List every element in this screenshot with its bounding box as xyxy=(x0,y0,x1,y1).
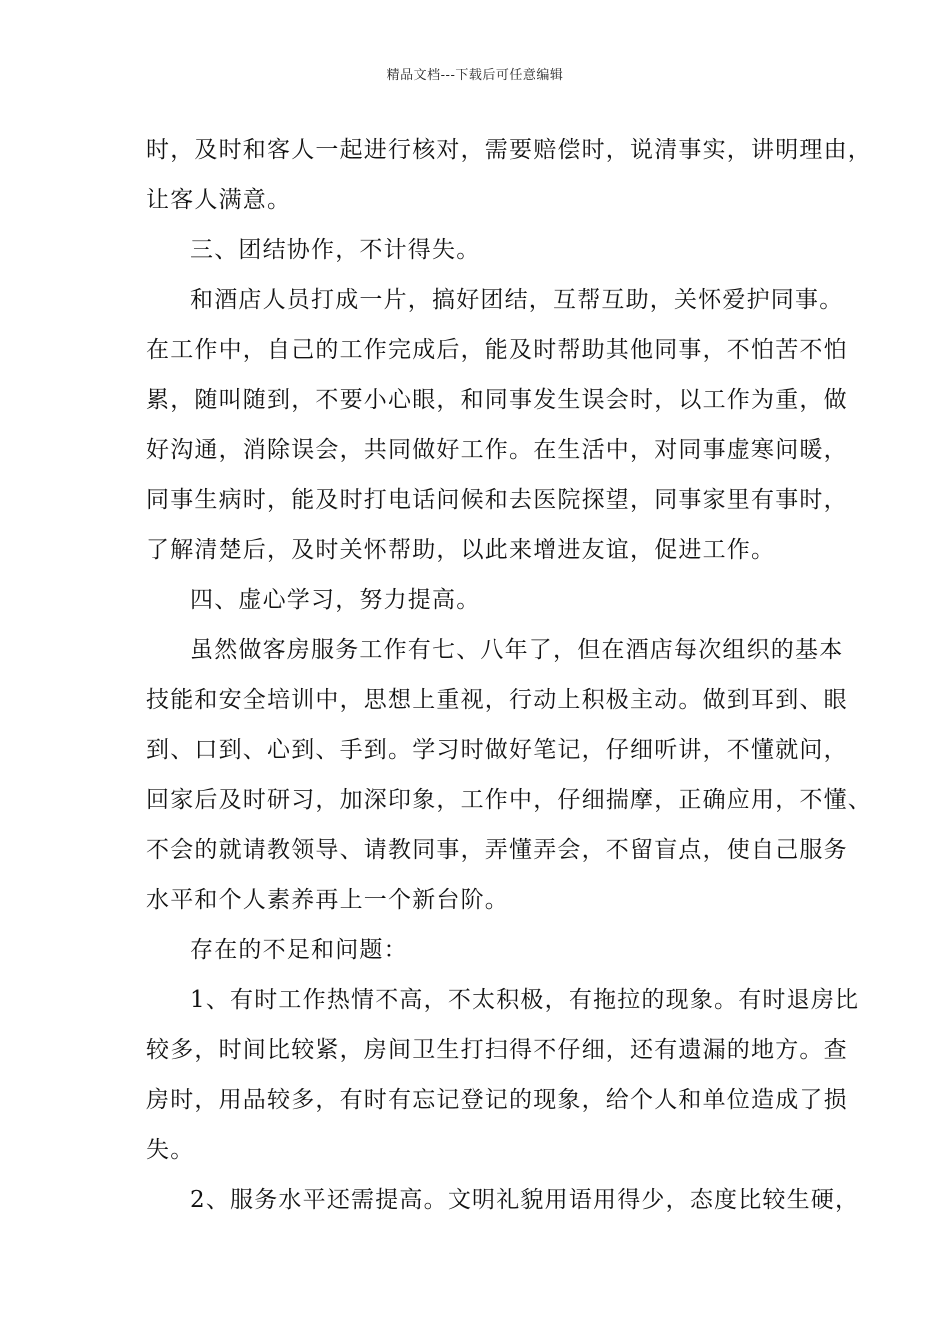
body-line: 技能和安全培训中，思想上重视，行动上积极主动。做到耳到、眼 xyxy=(146,687,848,713)
body-line: 不会的就请教领导、请教同事，弄懂弄会，不留盲点，使自己服务 xyxy=(146,837,848,863)
body-line: 到、口到、心到、手到。学习时做好笔记，仔细听讲，不懂就问， xyxy=(146,737,848,763)
body-line: 时，及时和客人一起进行核对，需要赔偿时，说清事实，讲明理由， xyxy=(146,137,872,163)
body-line: 四、虚心学习，努力提高。 xyxy=(190,587,481,613)
body-line: 房时，用品较多，有时有忘记登记的现象，给个人和单位造成了损 xyxy=(146,1087,848,1113)
body-line: 失。 xyxy=(146,1137,195,1163)
body-line: 让客人满意。 xyxy=(146,187,292,213)
body-line: 好沟通，消除误会，共同做好工作。在生活中，对同事虚寒问暖， xyxy=(146,437,848,463)
body-line: 1、有时工作热情不高，不太积极，有拖拉的现象。有时退房比 xyxy=(190,987,860,1013)
body-line: 较多，时间比较紧，房间卫生打扫得不仔细，还有遗漏的地方。查 xyxy=(146,1037,848,1063)
body-line: 回家后及时研习，加深印象，工作中，仔细揣摩，正确应用，不懂、 xyxy=(146,787,872,813)
body-line: 三、团结协作，不计得失。 xyxy=(190,237,481,263)
body-line: 虽然做客房服务工作有七、八年了，但在酒店每次组织的基本 xyxy=(190,637,844,663)
body-line: 了解清楚后，及时关怀帮助，以此来增进友谊，促进工作。 xyxy=(146,537,776,563)
body-line: 存在的不足和问题： xyxy=(190,937,408,963)
body-line: 水平和个人素养再上一个新台阶。 xyxy=(146,887,509,913)
body-line: 和酒店人员打成一片，搞好团结，互帮互助，关怀爱护同事。 xyxy=(190,287,844,313)
body-line: 同事生病时，能及时打电话问候和去医院探望，同事家里有事时， xyxy=(146,487,848,513)
page-header: 精品文档---下载后可任意编辑 xyxy=(386,68,564,83)
body-line: 在工作中，自己的工作完成后，能及时帮助其他同事，不怕苦不怕 xyxy=(146,337,848,363)
body-line: 累，随叫随到，不要小心眼，和同事发生误会时，以工作为重，做 xyxy=(146,387,848,413)
body-line: 2、服务水平还需提高。文明礼貌用语用得少，态度比较生硬， xyxy=(190,1187,860,1213)
